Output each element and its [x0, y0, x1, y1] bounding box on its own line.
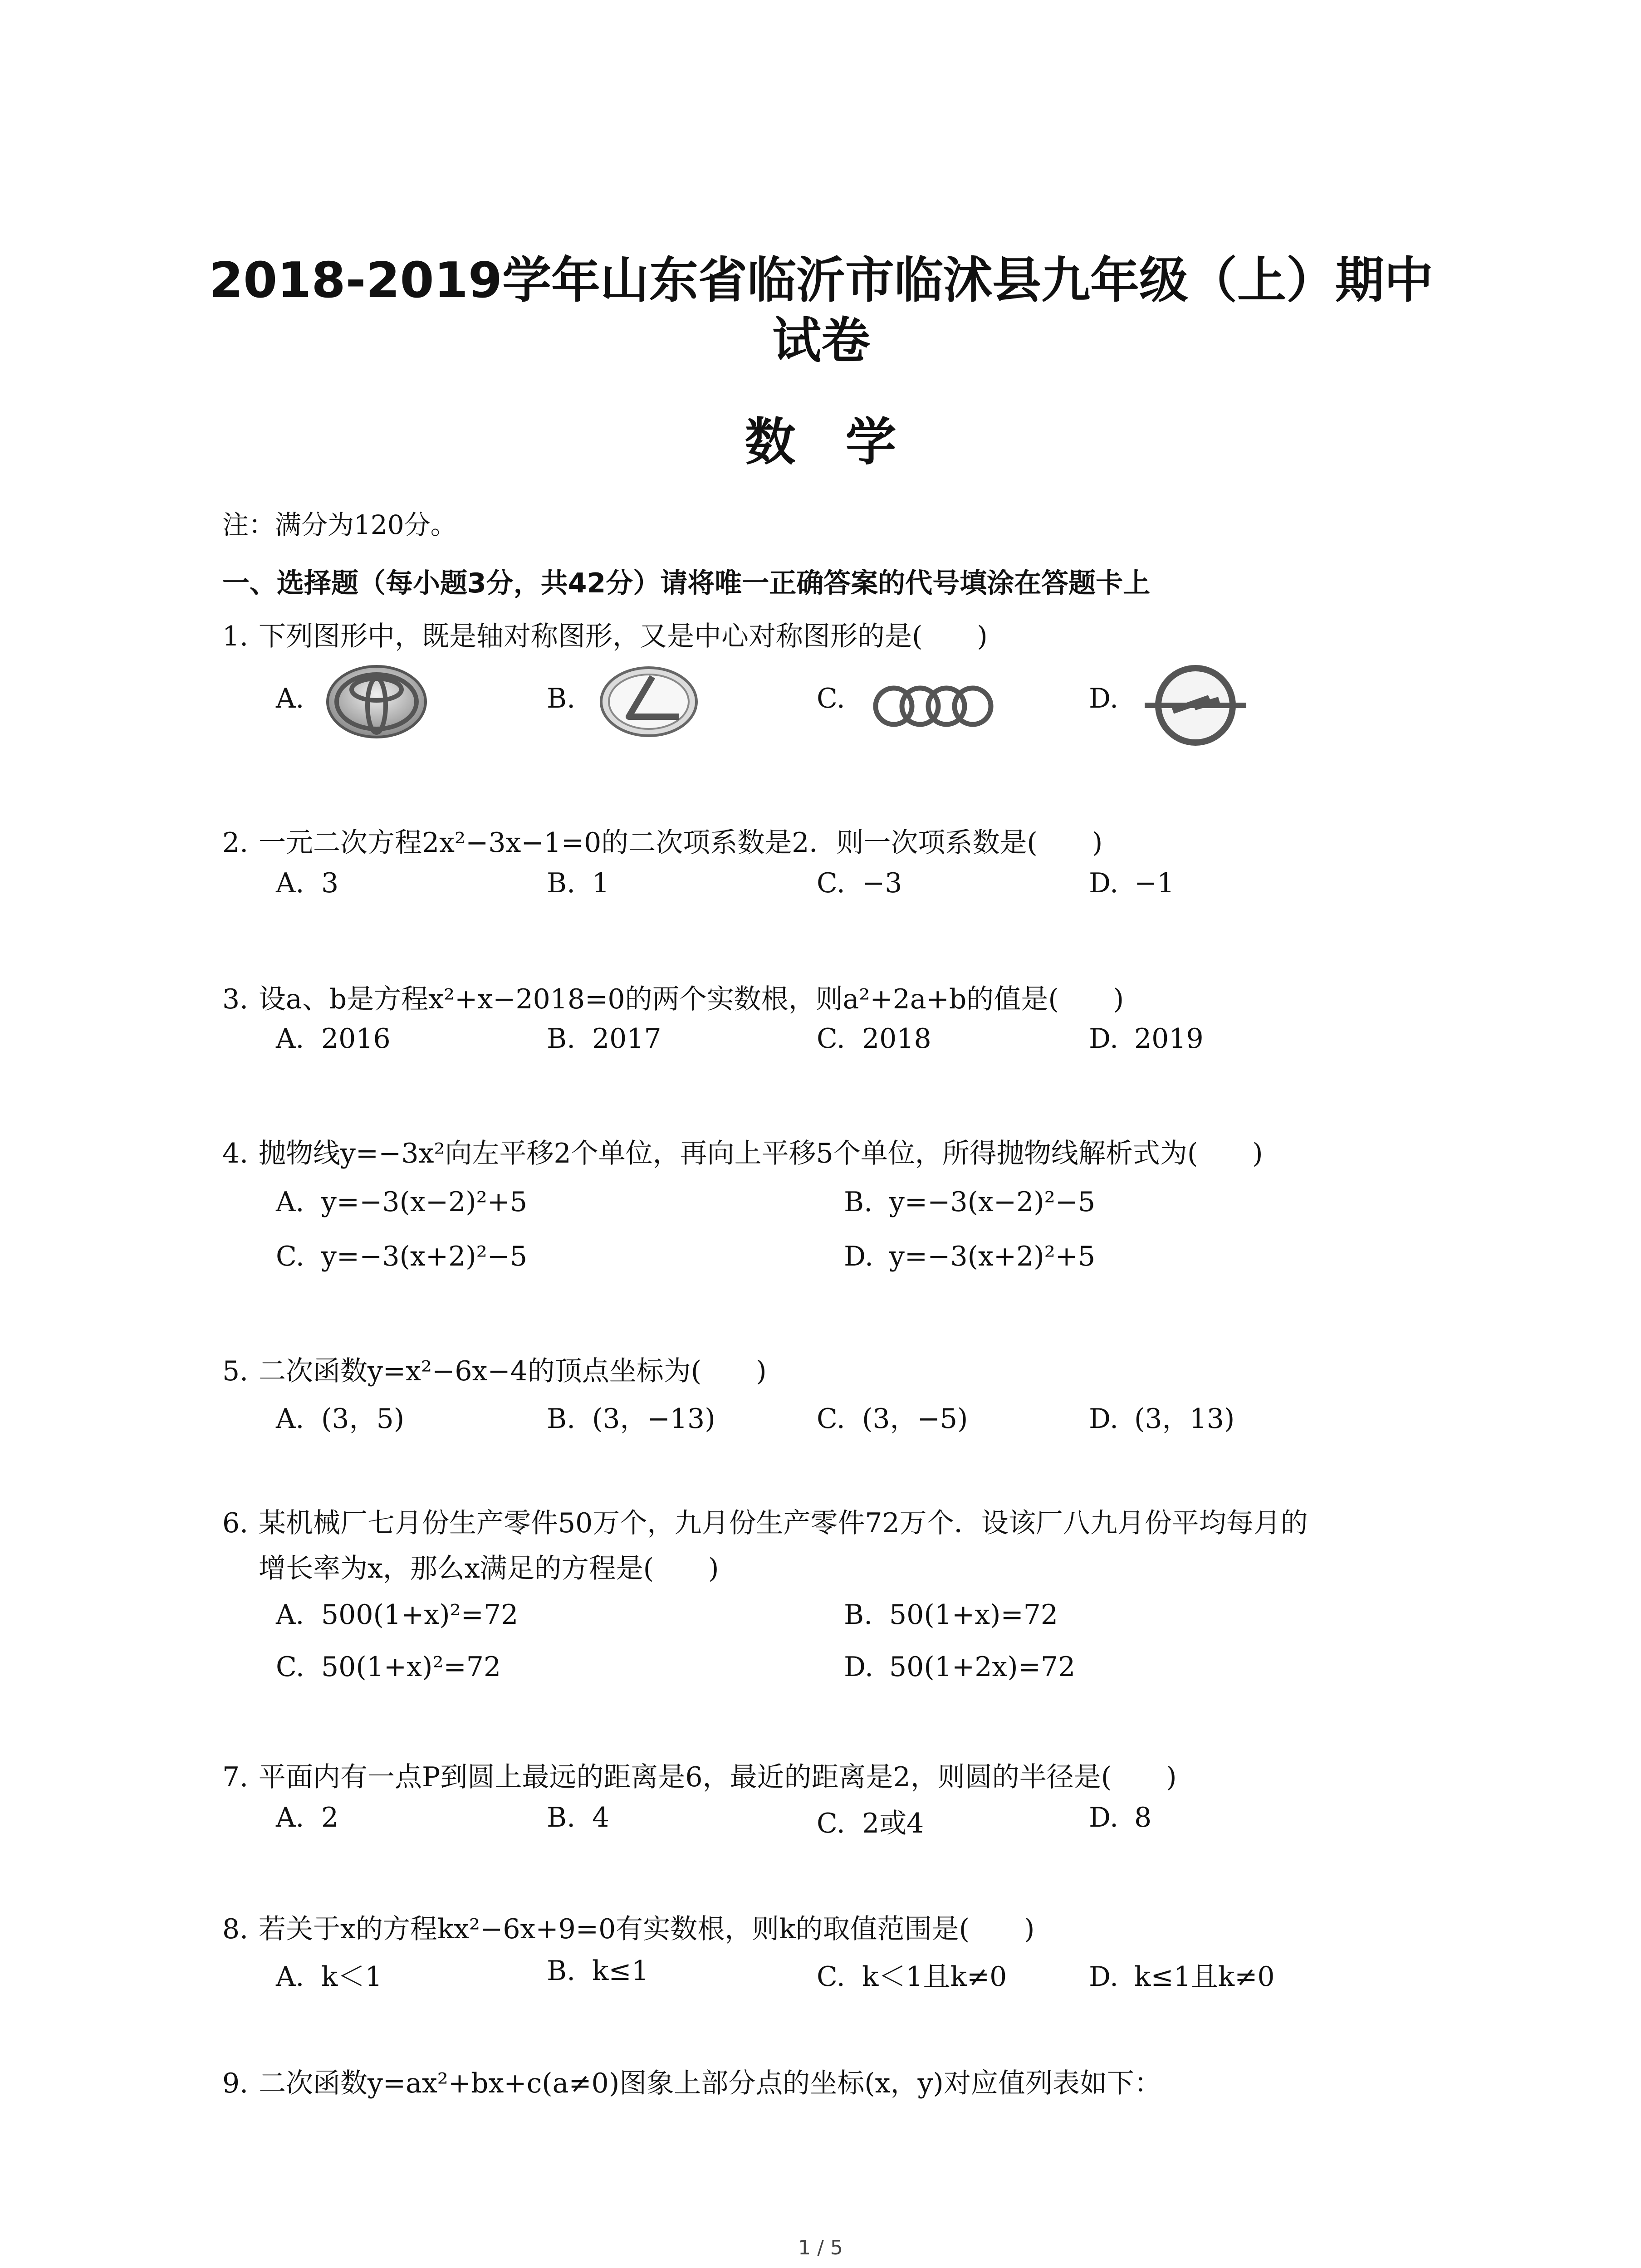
option-5a: A. (3，5) [276, 1403, 405, 1435]
option-4b: B. y=−3(x−2)²−5 [844, 1186, 1096, 1218]
subject-heading: 数学 [745, 413, 946, 472]
option-2b: B. 1 [547, 867, 610, 899]
question-4: 4. 抛物线y=−3x²向左平移2个单位，再向上平移5个单位，所得抛物线解析式为( ) [222, 1138, 1263, 1169]
option-2c: C. −3 [817, 867, 902, 899]
option-4c: C. y=−3(x+2)²−5 [276, 1241, 528, 1272]
option-3d: D. 2019 [1089, 1023, 1204, 1055]
question-9: 9. 二次函数y=ax²+bx+c(a≠0)图象上部分点的坐标(x，y)对应值列表如下： [222, 2068, 1161, 2099]
option-7c: C. 2或4 [817, 1808, 924, 1839]
option-5c: C. (3，−5) [817, 1403, 968, 1435]
option-7d: D. 8 [1089, 1802, 1152, 1833]
exam-title-line1: 2018-2019学年山东省临沂市临沭县九年级（上）期中 [209, 252, 1433, 309]
option-4a: A. y=−3(x−2)²+5 [276, 1186, 528, 1218]
option-1c: C. [817, 683, 845, 714]
option-8c: C. k＜1且k≠0 [817, 1961, 1007, 1993]
option-2d: D. −1 [1089, 867, 1175, 899]
question-3: 3. 设a、b是方程x²+x−2018=0的两个实数根，则a²+2a+b的值是( ) [222, 983, 1124, 1015]
option-3a: A. 2016 [276, 1023, 391, 1055]
option-5d: D. (3，13) [1089, 1403, 1235, 1435]
option-2a: A. 3 [276, 867, 339, 899]
option-3c: C. 2018 [817, 1023, 931, 1055]
question-6-line2: 增长率为x，那么x满足的方程是( ) [259, 1553, 719, 1584]
option-6c: C. 50(1+x)²=72 [276, 1651, 501, 1683]
option-6d: D. 50(1+2x)=72 [844, 1651, 1076, 1683]
question-5: 5. 二次函数y=x²−6x−4的顶点坐标为( ) [222, 1355, 767, 1387]
question-1: 1. 下列图形中，既是轴对称图形，又是中心对称图形的是( ) [222, 621, 988, 652]
option-6b: B. 50(1+x)=72 [844, 1599, 1058, 1631]
option-8b: B. k≤1 [547, 1955, 649, 1987]
option-8a: A. k＜1 [276, 1961, 382, 1993]
question-6: 6. 某机械厂七月份生产零件50万个，九月份生产零件72万个．设该厂八九月份平均每月的 [222, 1507, 1308, 1539]
option-1a: A. [276, 683, 304, 714]
option-1d: D. [1089, 683, 1119, 714]
page-number: 1 / 5 [798, 2236, 843, 2259]
option-7b: B. 4 [547, 1802, 610, 1833]
option-3b: B. 2017 [547, 1023, 661, 1055]
lexus-logo-icon [598, 662, 700, 743]
option-8d: D. k≤1且k≠0 [1089, 1961, 1275, 1993]
option-1b: B. [547, 683, 576, 714]
toyota-logo-icon [324, 662, 429, 743]
option-7a: A. 2 [276, 1802, 339, 1833]
score-note: 注：满分为120分。 [222, 509, 457, 540]
option-5b: B. (3，−13) [547, 1403, 715, 1435]
option-4d: D. y=−3(x+2)²+5 [844, 1241, 1096, 1272]
question-7: 7. 平面内有一点P到圆上最远的距离是6，最近的距离是2，则圆的半径是( ) [222, 1761, 1177, 1793]
question-8: 8. 若关于x的方程kx²−6x+9=0有实数根，则k的取值范围是( ) [222, 1913, 1035, 1945]
question-2: 2. 一元二次方程2x²−3x−1=0的二次项系数是2．则一次项系数是( ) [222, 827, 1103, 859]
audi-logo-icon [870, 681, 997, 733]
opel-logo-icon [1141, 660, 1250, 753]
exam-title-line2: 试卷 [772, 313, 870, 369]
section-heading: 一、选择题（每小题3分，共42分）请将唯一正确答案的代号填涂在答题卡上 [222, 567, 1151, 599]
option-6a: A. 500(1+x)²=72 [276, 1599, 519, 1631]
